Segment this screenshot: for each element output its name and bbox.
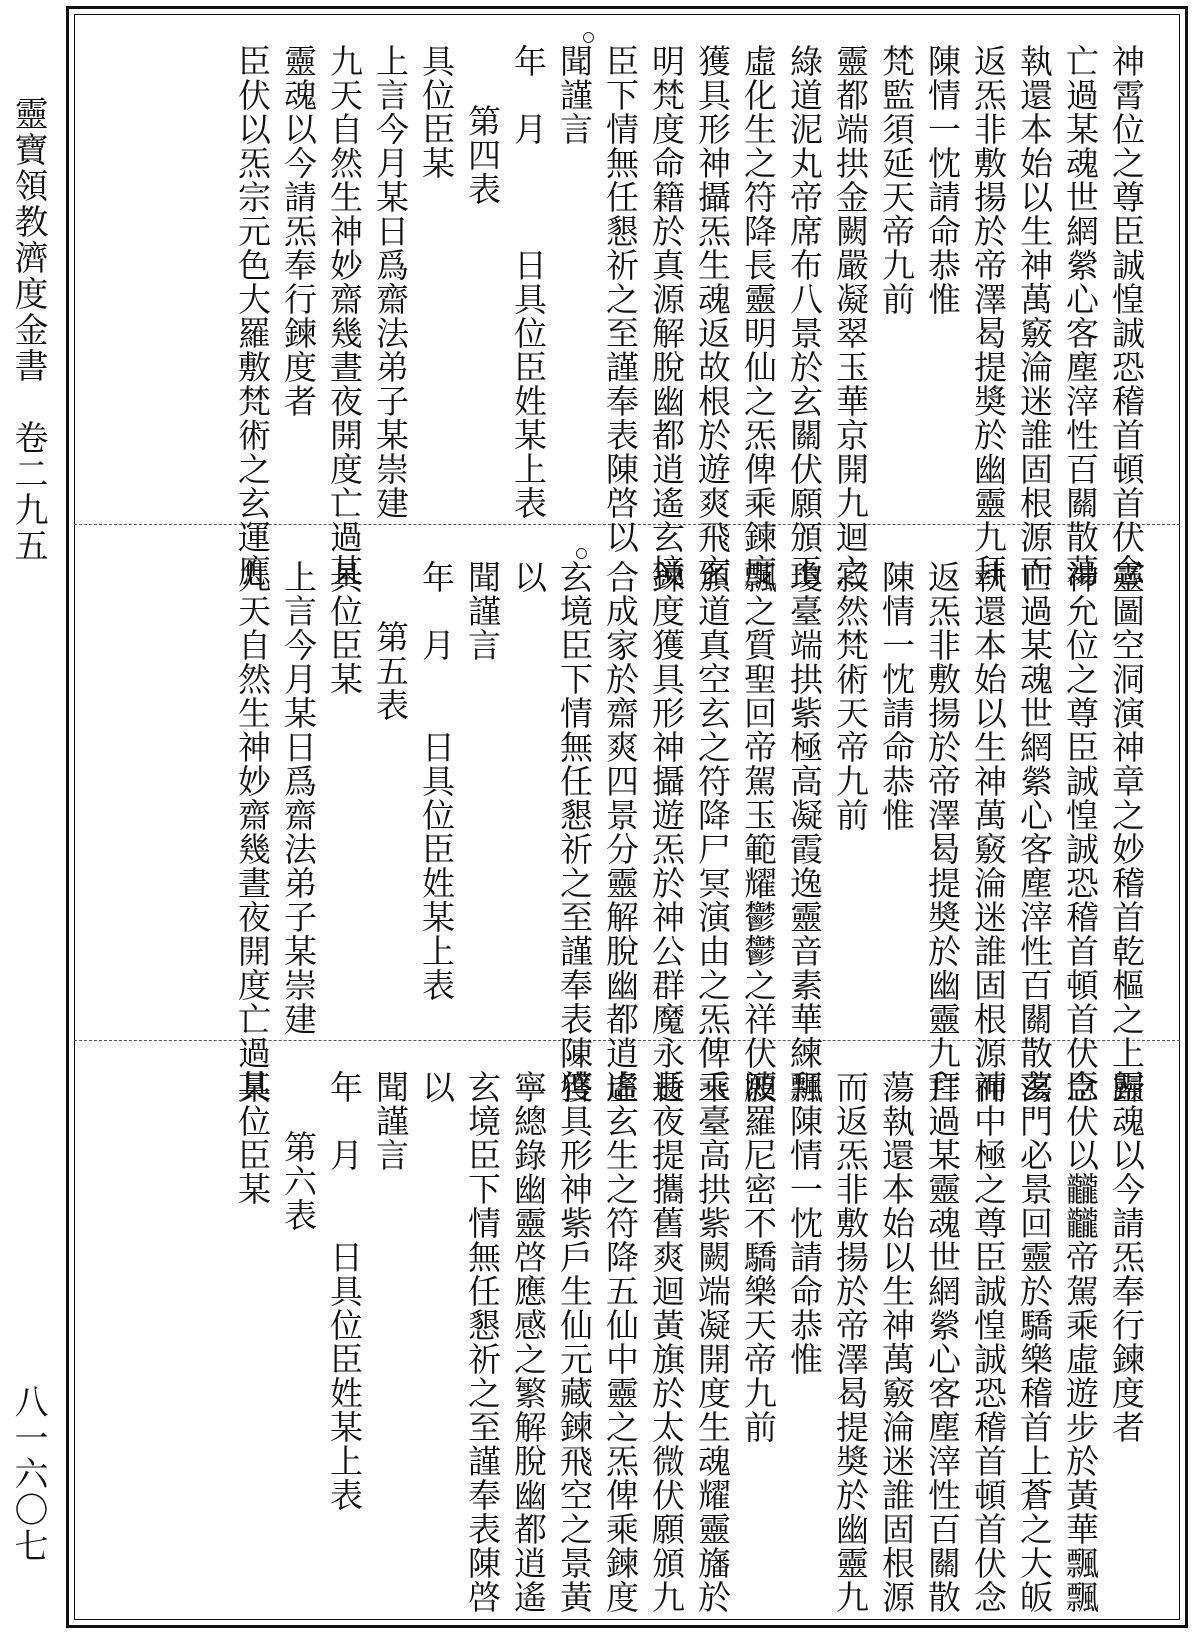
- text-column: 蕩執還本始以生神萬竅淪迷誰固根源: [877, 1070, 916, 1614]
- text-column: 虛玄生之符降五仙中靈之炁俾乘鍊度: [601, 1070, 640, 1614]
- text-section-2: [96, 560, 1166, 1104]
- circle-mark: [583, 32, 594, 43]
- text-column: 拜陳情一忱請命恭惟: [785, 1070, 824, 1376]
- text-column: 亡過某靈魂世網縈心客塵滓性百關散: [923, 1070, 962, 1614]
- circle-mark: [576, 548, 587, 559]
- text-column: 年 月 日具位臣姓某上表: [417, 560, 456, 1002]
- text-column: 具位臣某: [325, 560, 364, 696]
- text-column: 第四表: [463, 104, 502, 206]
- text-section-3: [96, 1070, 1166, 1614]
- text-column: 執還本始以生神萬竅淪迷誰固根源而: [1015, 44, 1054, 588]
- text-column: 玄境臣下情無任懇祈之至謹奉表陳啓: [463, 1070, 502, 1614]
- text-column: 靈都端拱金闕嚴凝翠玉華京開九迴之: [831, 44, 870, 588]
- margin-page-number: 八一六〇七: [8, 1384, 48, 1564]
- text-column: 神中極之尊臣誠惶誠恐稽首頓首伏念: [969, 1070, 1008, 1614]
- text-column: 臣下情無任懇祈之至謹奉表陳啓以: [601, 44, 640, 554]
- text-column: 陳情一忱請命恭惟: [877, 560, 916, 832]
- text-section-1: [96, 44, 1166, 588]
- text-column: 玄境臣下情無任懇祈之至謹奉表陳啓: [555, 560, 594, 1104]
- text-column: 長夜提攜舊爽迴黃旗於太微伏願頒九: [647, 1070, 686, 1614]
- text-column: 頒道真空玄之符降尸冥演由之炁俾乘: [693, 560, 732, 1104]
- text-column: 具位臣某: [233, 1070, 272, 1206]
- text-column: 靈魂以今請炁奉行鍊度者: [279, 44, 318, 418]
- text-column: 第五表: [371, 620, 410, 722]
- text-column: 明梵度命籍於真源解脫幽都逍遙玄境: [647, 44, 686, 588]
- text-column: 亡過某魂世網縈心客塵滓性百關散蕩: [1061, 44, 1100, 588]
- text-column: 神霄位之尊臣誠惶誠恐稽首頓首伏念: [1107, 44, 1146, 588]
- text-column: 波羅尼密不驕樂天帝九前: [739, 1070, 778, 1444]
- text-column: 九天自然生神妙齋幾晝夜開度亡過某: [325, 44, 364, 588]
- text-column: 玉臺高拱紫闕端凝開度生魂耀靈旛於: [693, 1070, 732, 1614]
- text-column: 寧總錄幽靈啓應感之繁解脫幽都逍遙: [509, 1070, 548, 1614]
- text-column: 臣伏以龖龖帝駕乘虛遊步於黃華飄飄: [1061, 1070, 1100, 1614]
- text-column: 玄門必景回靈於驕樂稽首上蒼之大皈: [1015, 1070, 1054, 1614]
- text-column: 亡過某魂世網縈心客塵滓性百關散蕩: [1015, 560, 1054, 1104]
- text-column: 而返炁非敷揚於帝澤曷提奬於幽靈九: [831, 1070, 870, 1614]
- text-column: 瓊臺端拱紫極高凝霞逸靈音素華練飄: [785, 560, 824, 1104]
- text-column: 聞謹言: [371, 1070, 410, 1172]
- text-column: 上言今月某日爲齋法弟子某崇建: [279, 560, 318, 1036]
- text-column: 虛化生之符降長靈明仙之炁俾乘鍊度: [739, 44, 778, 588]
- text-column: 返炁非敷揚於帝澤曷提奬於幽靈九拜: [969, 44, 1008, 588]
- text-column: 以: [509, 560, 548, 594]
- text-column: 飄之質聖回帝駕玉範耀鬱鬱之祥伏願: [739, 560, 778, 1104]
- text-column: 綠道泥丸帝席布八景於玄關伏願頒玉: [785, 44, 824, 588]
- text-column: 年 月 日具位臣姓某上表: [325, 1070, 364, 1512]
- text-column: 九天自然生神妙齋幾晝夜開度亡過某: [233, 560, 272, 1104]
- text-column: 執還本始以生神萬竅淪迷誰固根源而: [969, 560, 1008, 1104]
- text-column: 第六表: [279, 1130, 318, 1232]
- text-column: 年 月 日具位臣姓某上表: [509, 44, 548, 520]
- text-column: 鍊度獲具形神攝遊炁於神公群魔永逝: [647, 560, 686, 1104]
- text-column: 靈魂以今請炁奉行鍊度者: [1107, 1070, 1146, 1444]
- text-column: 獲具形神攝炁生魂返故根於遊爽飛玄: [693, 44, 732, 588]
- text-column: 返炁非敷揚於帝澤曷提奬於幽靈九拜: [923, 560, 962, 1104]
- text-column: 梵監須延天帝九前: [877, 44, 916, 316]
- text-column: 合成家於齋爽四景分靈解脫幽都逍遙: [601, 560, 640, 1104]
- text-column: 上言今月某日爲齋法弟子某崇建: [371, 44, 410, 520]
- margin-book-title: 靈寶領教濟度金書 卷二九五: [8, 96, 48, 564]
- text-column: 臣伏以炁宗元色大羅敷梵術之玄運應: [233, 44, 272, 588]
- text-column: 具位臣某: [417, 44, 456, 180]
- text-column: 陳情一忱請命恭惟: [923, 44, 962, 316]
- text-column: 神允位之尊臣誠惶誠恐稽首頓首伏念: [1061, 560, 1100, 1104]
- text-column: 寂然梵術天帝九前: [831, 560, 870, 832]
- text-column: 獲具形神紫戶生仙元藏鍊飛空之景黃: [555, 1070, 594, 1614]
- text-column: 聞謹言: [463, 560, 502, 662]
- text-column: 以: [417, 1070, 456, 1104]
- text-column: 聞謹言: [555, 44, 594, 146]
- text-column: 靈圖空洞演神章之妙稽首乾樞之上歸: [1107, 560, 1146, 1104]
